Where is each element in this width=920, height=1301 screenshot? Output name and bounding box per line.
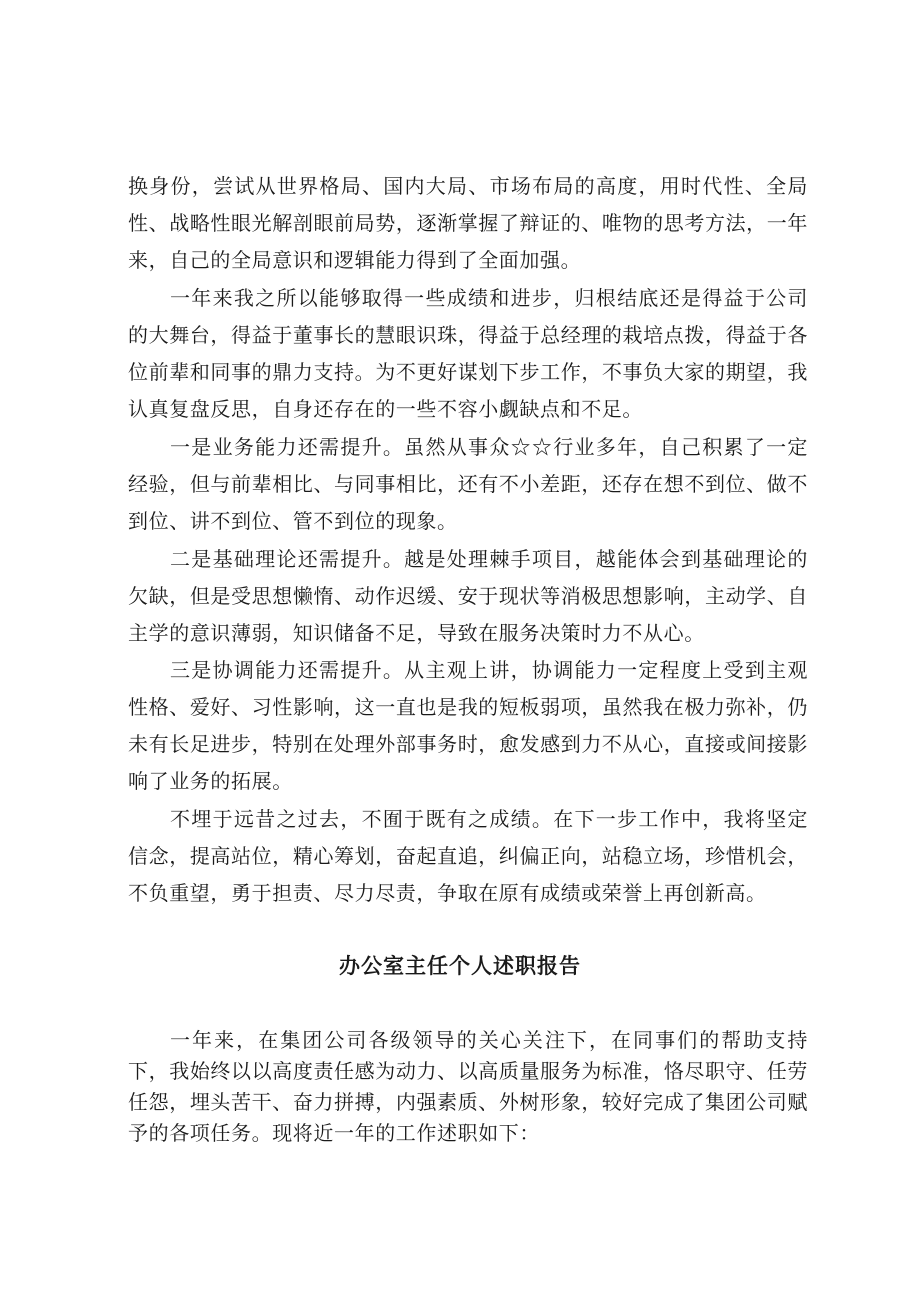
section-title: 办公室主任个人述职报告 [339, 954, 581, 978]
paragraph-gratitude: 一年来我之所以能够取得一些成绩和进步，归根结底还是得益于公司的大舞台，得益于董事长的慧眼识珠，得益于总经理的栽培点拨，得益于各位前辈和同事的鼎力支持。为不更好谋划下步工作，不事负大家的期望，我认真复盘反思，自身还存在的一些不容小觑缺点和不足。 [128, 286, 808, 421]
paragraph-shortcoming-theory: 二是基础理论还需提升。越是处理棘手项目，越能体会到基础理论的欠缺，但是受思想懒惰、动作迟缓、安于现状等消极思想影响，主动学、自主学的意识薄弱，知识储备不足，导致在服务决策时力不从心。 [128, 547, 808, 645]
paragraph-intro: 一年来，在集团公司各级领导的关心关注下，在同事们的帮助支持下，我始终以以高度责任感为动力、以高质量服务为标准，恪尽职守、任劳任怨，埋头苦干、奋力拼搏，内强素质、外树形象，较好完成了集团公司赋予的各项任务。现将近一年的工作述职如下： [128, 1028, 808, 1145]
paragraph-shortcoming-business: 一是业务能力还需提升。虽然从事众☆☆行业多年，自己积累了一定经验，但与前辈相比、与同事相比，还有不小差距，还存在想不到位、做不到位、讲不到位、管不到位的现象。 [128, 435, 808, 533]
paragraph-outlook: 不埋于远昔之过去，不囿于既有之成绩。在下一步工作中，我将坚定信念，提高站位，精心筹划，奋起直追，纠偏正向，站稳立场，珍惜机会，不负重望，勇于担责、尽力尽责，争取在原有成绩或荣誉上再创新高。 [128, 807, 808, 905]
paragraph-continuation: 换身份，尝试从世界格局、国内大局、市场布局的高度，用时代性、全局性、战略性眼光解剖眼前局势，逐渐掌握了辩证的、唯物的思考方法，一年来，自己的全局意识和逻辑能力得到了全面加强。 [128, 174, 808, 272]
paragraph-shortcoming-coordination: 三是协调能力还需提升。从主观上讲，协调能力一定程度上受到主观性格、爱好、习性影响，这一直也是我的短板弱项，虽然我在极力弥补，仍未有长足进步，特别在处理外部事务时，愈发感到力不从心，直接或间接影响了业务的拓展。 [128, 658, 808, 793]
